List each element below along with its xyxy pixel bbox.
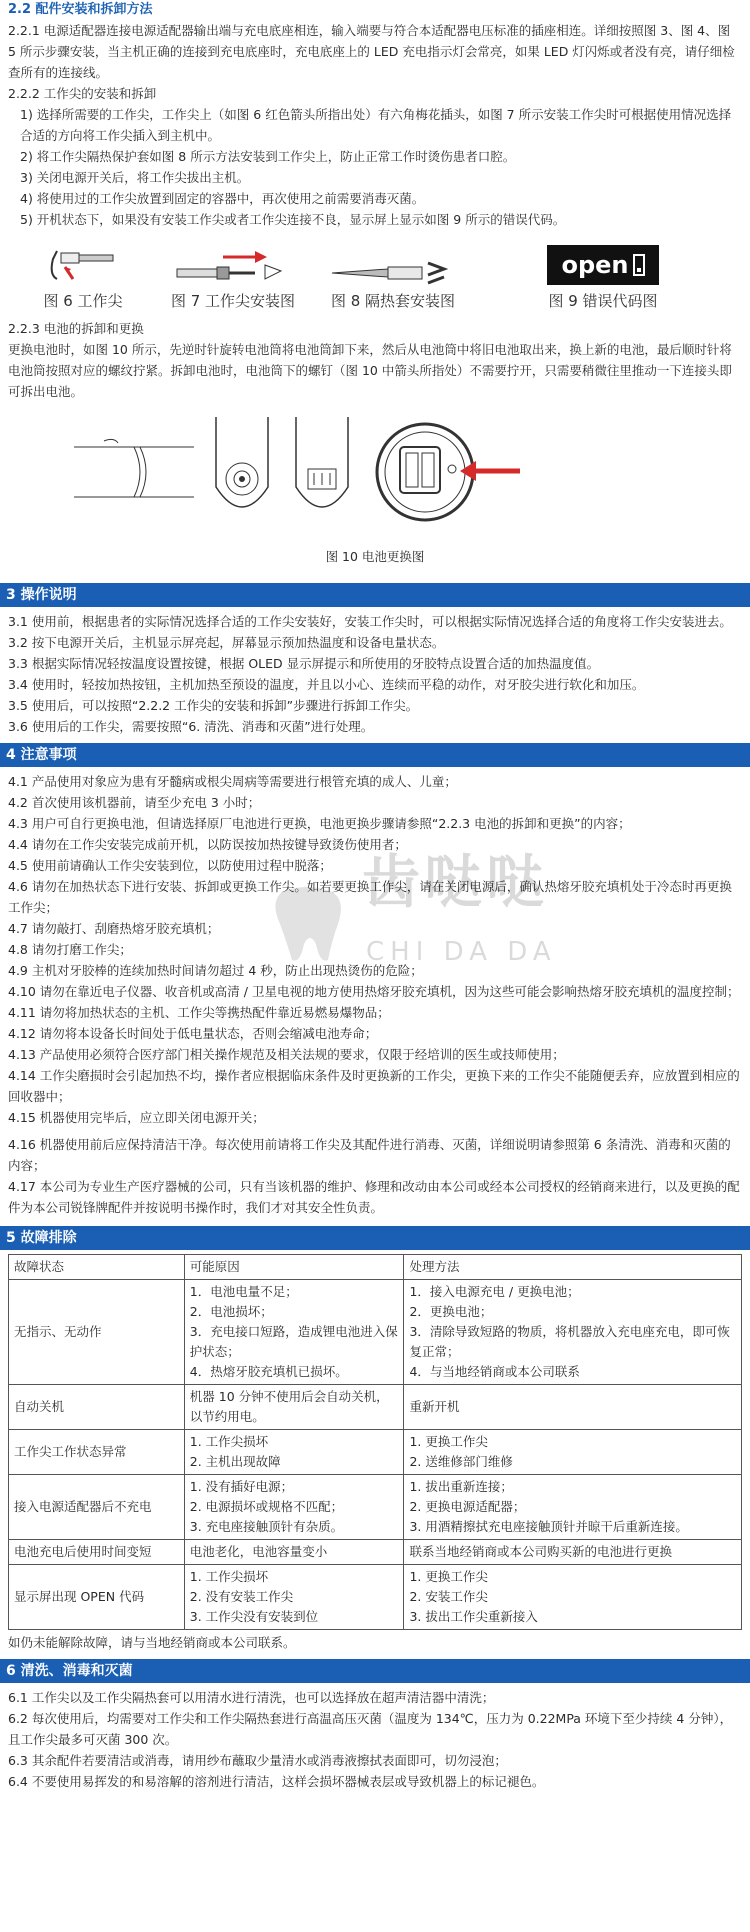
tip-install-image (173, 245, 293, 285)
watermark-cn-text: 齿哒哒 (362, 848, 549, 916)
fix-line: 2．更换电池； (409, 1304, 493, 1319)
caution-item: 4.14 工作尖磨损时会引起加热不均，操作者应根据临床条件及时更换新的工作尖，更换下来的工作尖不能随便丢弃，应放置到相应的回收器中； (8, 1068, 740, 1104)
cleaning-item: 6.4 不要使用易挥发的和易溶解的溶剂进行清洁，这样会损坏器械表层或导致机器上的标记褪色。 (8, 1774, 545, 1789)
fix-line: 2. 更换电源适配器； (409, 1499, 526, 1514)
fix-line: 1. 拔出重新连接； (409, 1479, 513, 1494)
section-5-header: 5 故障排除 (0, 1226, 750, 1250)
battery-screw-view (370, 417, 570, 527)
steps-list (8, 104, 742, 230)
table-row (9, 1540, 742, 1565)
fix-line: 3. 拔出工作尖重新接入 (409, 1609, 538, 1624)
work-tip-image (43, 245, 123, 285)
figure-7 (158, 245, 308, 312)
cause-line: 1. 工作尖损坏 (189, 1569, 269, 1584)
step-item: 1) 选择所需要的工作尖，工作尖上（如图 6 红色箭头所指出处）有六角梅花插头，如图 7 所示安装工作尖时可根据使用情况选择合适的方向将工作尖插入到主机中。 (20, 107, 732, 143)
cause-line: 电池老化，电池容量变小 (189, 1544, 328, 1559)
header-cell: 处理方法 (404, 1255, 742, 1280)
operation-item: 3.3 根据实际情况轻按温度设置按键，根据 OLED 显示屏提示和所使用的牙胶特点设置合适的加热温度值。 (8, 656, 600, 671)
fault-state-cell: 无指示、无动作 (9, 1280, 185, 1385)
step-item: 3) 关闭电源开关后，将工作尖拔出主机。 (20, 170, 250, 185)
figure-7-caption: 图 7 工作尖安装图 (170, 292, 296, 310)
troubleshoot-note: 如仍未能解除故障，请与当地经销商或本公司联系。 (8, 1635, 296, 1650)
caution-item: 4.2 首次使用该机器前，请至少充电 3 小时； (8, 795, 261, 810)
cause-line: 3. 工作尖没有安装到位 (189, 1609, 319, 1624)
fix-line: 2. 送维修部门维修 (409, 1454, 513, 1469)
fix-cell (404, 1385, 742, 1430)
fix-line: 2. 安装工作尖 (409, 1589, 488, 1604)
fix-line: 3．清除导致短路的物质，将机器放入充电座充电，即可恢复正常； (409, 1324, 730, 1359)
caution-item: 4.9 主机对牙胶棒的连续加热时间请勿超过 4 秒，防止出现热烫伤的危险； (8, 963, 423, 978)
cause-line: 2. 主机出现故障 (189, 1454, 281, 1469)
fault-state-cell: 显示屏出现 OPEN 代码 (9, 1565, 185, 1630)
cause-line: 2. 电源损坏或规格不匹配； (189, 1499, 344, 1514)
step-item: 5) 开机状态下，如果没有安装工作尖或者工作尖连接不良，显示屏上显示如图 9 所示的错误代码。 (20, 212, 566, 227)
cleaning-item: 6.1 工作尖以及工作尖隔热套可以用清水进行清洗，也可以选择放在超声清洁器中清洗； (8, 1690, 495, 1705)
fault-state-cell: 工作尖工作状态异常 (9, 1430, 185, 1475)
caution-item: 4.13 产品使用必须符合医疗部门相关操作规范及相关法规的要求，仅限于经培训的医生或技师使用； (8, 1047, 565, 1062)
cause-line: 3．充电接口短路，造成锂电池进入保护状态； (189, 1324, 398, 1359)
cause-cell (184, 1280, 404, 1385)
cause-cell (184, 1565, 404, 1630)
heading-2-2-2: 2.2.2 工作尖的安装和拆卸 (8, 86, 157, 101)
cause-line: 4．热熔牙胶充填机已损坏。 (189, 1364, 348, 1379)
caution-item: 4.3 用户可自行更换电池，但请选择原厂电池进行更换，电池更换步骤请参照“2.2.3 电池的拆卸和更换”的内容； (8, 816, 631, 831)
fix-line: 1. 更换工作尖 (409, 1434, 488, 1449)
figure-6-caption: 图 6 工作尖 (43, 292, 123, 310)
watermark-en-text: CHI DA DA (366, 937, 557, 967)
figure-row-6-9 (8, 234, 742, 312)
fault-state-cell: 电池充电后使用时间变短 (9, 1540, 185, 1565)
battery-icon (633, 254, 645, 276)
caution-item: 4.8 请勿打磨工作尖； (8, 942, 132, 957)
cause-cell (184, 1430, 404, 1475)
table-row (9, 1565, 742, 1630)
table-header-row (9, 1255, 742, 1280)
fix-cell (404, 1475, 742, 1540)
caution-item: 4.12 请勿将本设备长时间处于低电量状态，否则会缩减电池寿命； (8, 1026, 378, 1041)
caution-item: 4.6 请勿在加热状态下进行安装、拆卸或更换工作尖。如若要更换工作尖，请在关闭电源后，确认热熔牙胶充填机处于冷态时再更换工作尖； (8, 879, 732, 915)
troubleshooting-table (8, 1254, 742, 1630)
cleaning-item: 6.3 其余配件若要清洁或消毒，请用纱布蘸取少量清水或消毒液擦拭表面即可，切勿浸泡； (8, 1753, 507, 1768)
fix-line: 1．接入电源充电 / 更换电池； (409, 1284, 580, 1299)
open-error-display (547, 245, 659, 285)
fix-line: 3. 用酒精擦拭充电座接触顶针并晾干后重新连接。 (409, 1519, 688, 1534)
fix-cell (404, 1430, 742, 1475)
caution-item: 4.7 请勿敲打、刮磨热熔牙胶充填机； (8, 921, 220, 936)
fix-line: 4．与当地经销商或本公司联系 (409, 1364, 580, 1379)
section-2-2-title: 2.2 配件安装和拆卸方法 (8, 2, 153, 17)
section-4-header: 4 注意事项 (0, 743, 750, 767)
operation-item: 3.1 使用前，根据患者的实际情况选择合适的工作尖安装好，安装工作尖时，可以根据实际情况选择合适的角度将工作尖安装进去。3.2 按下电源开关后，主机显示屏亮起，屏幕显示预加热温度和设备电量状态。 (8, 614, 732, 650)
figure-8 (308, 245, 478, 312)
cause-cell (184, 1540, 404, 1565)
cause-line: 2. 没有安装工作尖 (189, 1589, 294, 1604)
figure-10-caption: 图 10 电池更换图 (325, 549, 425, 564)
caution-item: 4.5 使用前请确认工作尖安装到位，以防使用过程中脱落； (8, 858, 332, 873)
caution-item: 4.4 请勿在工作尖安装完成前开机，以防误按加热按键导致烫伤使用者； (8, 837, 407, 852)
fix-line: 联系当地经销商或本公司购买新的电池进行更换 (409, 1544, 672, 1559)
fault-state-cell: 自动关机 (9, 1385, 185, 1430)
cause-line: 1．电池电量不足； (189, 1284, 298, 1299)
cause-line: 1. 没有插好电源； (189, 1479, 294, 1494)
figure-6 (8, 245, 158, 312)
heading-2-2-3: 2.2.3 电池的拆卸和更换 (8, 321, 144, 336)
battery-end-view-2 (290, 417, 354, 527)
figure-9-caption: 图 9 错误代码图 (548, 292, 658, 310)
table-row (9, 1475, 742, 1540)
caution-item: 4.1 产品使用对象应为患有牙髓病或根尖周病等需要进行根管充填的成人、儿童； (8, 774, 457, 789)
para-2-2-1: 2.2.1 电源适配器连接电源适配器输出端与充电底座相连，输入端要与符合本适配器电压标准的插座相连。详细按照图 3、图 4、图 5 所示步骤安装，当主机正确的连接到充电底座时，充电底座上的 LED 充电指示灯会常亮，如果 LED 灯闪烁或者没有亮，请仔细检查所有的连接线。 (8, 23, 735, 80)
fix-cell (404, 1565, 742, 1630)
header-cell: 可能原因 (184, 1255, 404, 1280)
fix-line: 1. 更换工作尖 (409, 1569, 488, 1584)
caution-item: 4.17 本公司为专业生产医疗器械的公司，只有当该机器的维护、修理和改动由本公司或经本公司授权的经销商来进行，以及更换的配件为本公司锐锋牌配件并按说明书操作时，我们才对其安全性负责。 (8, 1179, 740, 1215)
cause-cell (184, 1475, 404, 1540)
header-cell: 故障状态 (9, 1255, 185, 1280)
section-3-header: 3 操作说明 (0, 583, 750, 607)
operation-item: 3.6 使用后的工作尖，需要按照“6. 清洗、消毒和灭菌”进行处理。 (8, 719, 374, 734)
figure-8-caption: 图 8 隔热套安装图 (330, 292, 456, 310)
cause-line: 1. 工作尖损坏 (189, 1434, 269, 1449)
cause-cell (184, 1385, 404, 1430)
para-2-2-3: 更换电池时，如图 10 所示，先逆时针旋转电池筒将电池筒卸下来，然后从电池筒中将旧电池取出来，换上新的电池，最后顺时针将电池筒按照对应的螺纹拧紧。拆卸电池时，电池筒下的螺钉（图 10 中箭头所指处）不需要拧开，只需要稍微往里推动一下连接头即可拆出电池。 (8, 342, 732, 399)
caution-item: 4.16 机器使用前后应保持清洁干净。每次使用前请将工作尖及其配件进行消毒、灭菌，详细说明请参照第 6 条清洗、消毒和灭菌的内容； (8, 1137, 731, 1173)
cause-line: 3. 充电座接触顶针有杂质。 (189, 1519, 344, 1534)
cleaning-item: 6.2 每次使用后，均需要对工作尖和工作尖隔热套进行高温高压灭菌（温度为 134℃，压力为 0.22MPa 环境下至少持续 4 分钟），且工作尖最多可灭菌 300 次。 (8, 1711, 733, 1747)
caution-item: 4.10 请勿在靠近电子仪器、收音机或高清 / 卫星电视的地方使用热熔牙胶充填机，因为这些可能会影响热熔牙胶充填机的温度控制；4.11 请勿将加热状态的主机、工作尖等携热配件靠近易燃易爆物品； (8, 984, 740, 1020)
heat-sleeve-image (328, 245, 458, 285)
open-code-text: open (561, 250, 629, 279)
step-item: 2) 将工作尖隔热保护套如图 8 所示方法安装到工作尖上，防止正常工作时烫伤患者口腔。 (20, 149, 516, 164)
fix-cell (404, 1540, 742, 1565)
table-row (9, 1385, 742, 1430)
operation-item: 3.5 使用后，可以按照“2.2.2 工作尖的安装和拆卸”步骤进行拆卸工作尖。 (8, 698, 419, 713)
fix-cell (404, 1280, 742, 1385)
figure-9 (478, 245, 728, 312)
cause-line: 机器 10 分钟不使用后会自动关机，以节约用电。 (189, 1389, 389, 1424)
cause-line: 2．电池损坏； (189, 1304, 273, 1319)
section-6-header: 6 清洗、消毒和灭菌 (0, 1659, 750, 1683)
step-item: 4) 将使用过的工作尖放置到固定的容器中，再次使用之前需要消毒灭菌。 (20, 191, 425, 206)
fault-state-cell: 接入电源适配器后不充电 (9, 1475, 185, 1540)
table-row (9, 1430, 742, 1475)
operation-item: 3.4 使用时，轻按加热按钮，主机加热至预设的温度，并且以小心、连续而平稳的动作，对牙胶尖进行软化和加压。 (8, 677, 645, 692)
battery-end-view-1 (210, 417, 274, 527)
battery-tube-image (74, 437, 194, 507)
caution-item: 4.15 机器使用完毕后，应立即关闭电源开关； (8, 1110, 265, 1125)
figure-10 (8, 402, 742, 542)
table-row (9, 1280, 742, 1385)
fix-line: 重新开机 (409, 1399, 460, 1414)
